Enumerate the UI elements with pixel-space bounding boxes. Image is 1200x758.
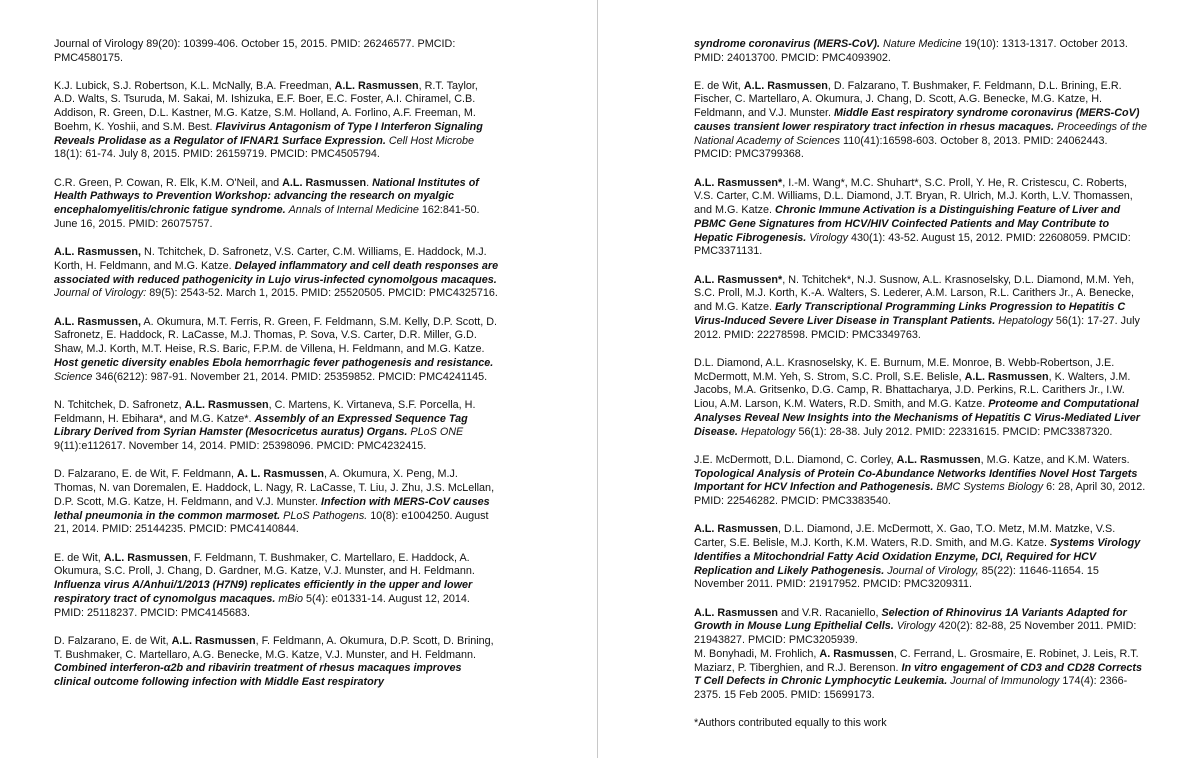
authors-before: K.J. Lubick, S.J. Robertson, K.L. McNally, B.A. Freedman, <box>54 79 335 92</box>
authors-before: E. de Wit, <box>54 551 104 564</box>
reference-entry <box>694 523 1148 592</box>
authors-after: . <box>366 176 373 189</box>
highlighted-author: A. Rasmussen <box>819 647 894 660</box>
reference-entry <box>694 357 1148 440</box>
authors-after: , R.T. Taylor, A.D. Walts, S. Tsuruda, M. Sakai, M. Ishizuka, E.F. Boer, E.C. Foster, A.I. Chiramel, C.B. Addison, R. Green, D.L. Kastner, M.G. Katze, S.M. Holland, A. Forlino, A.F. Freeman, M. Boehm, K. Yoshii, and S.M. Best. <box>54 79 478 133</box>
citation-details: 56(1): 28-38. July 2012. PMID: 22331615. PMCID: PMC3387320. <box>795 425 1113 438</box>
reference-entry <box>54 399 499 454</box>
reference-entry <box>694 177 1148 260</box>
highlighted-author: A.L. Rasmussen <box>694 606 779 619</box>
article-title: In vitro engagement of CD3 and CD28 Corrects T Cell Defects in Chronic Lymphocytic Leukemia. <box>694 661 1143 688</box>
article-title: Flavivirus Antagonism of Type I Interferon Signaling Reveals Prolidase as a Regulator of IFNAR1 Surface Expression. <box>54 120 483 147</box>
journal-name: Journal of Virology: <box>54 287 147 300</box>
authors-before: D. Falzarano, E. de Wit, F. Feldmann, <box>54 468 238 481</box>
authors-after: , D. Falzarano, T. Bushmaker, F. Feldmann, D.L. Brining, E.R. Fischer, C. Martellaro, A. Okumura, J. Chang, D. Scott, A.G. Benecke, M.G. Katze, H. Feldmann, and V.J. Munster. <box>694 79 1122 119</box>
authors-after: , F. Feldmann, A. Okumura, D.P. Scott, D. Brining, T. Bushmaker, C. Martellaro, A.G. Benecke, M.G. Katze, V.J. Munster, and H. Feldmann. <box>54 634 494 661</box>
authors-after: , I.-M. Wang*, M.C. Shuhart*, S.C. Proll, Y. He, R. Cristescu, C. Roberts, V.S. Carter, C.M. Williams, D.L. Diamond, J.T. Bryan, R. Ulrich, M.J. Korth, L.V. Thomassen, and M.G. Katze. <box>694 176 1133 216</box>
article-title: Chronic Immune Activation is a Distinguishing Feature of Liver and PBMC Gene Signatures from HCV/HIV Coinfected Patients and May Contribute to Hepatic Fibrogenesis. <box>694 204 1121 244</box>
authors-after: A. Okumura, M.T. Ferris, R. Green, F. Feldmann, S.M. Kelly, D.P. Scott, D. Safronetz, E. Haddock, R. LaCasse, M.J. Thomas, P. Sova, V.S. Carter, D.R. Miller, G.D. Shaw, M.J. Korth, M.T. Heise, R.S. Baric, F.P.M. de Villena, H. Feldmann, and M.G. Katze. <box>54 315 498 355</box>
reference-entry <box>694 80 1148 163</box>
article-title: Systems Virology Identifies a Mitochondrial Fatty Acid Oxidation Enzyme, DCI, Required for HCV Replication and Likely Pathogenesis. <box>694 537 1141 577</box>
highlighted-author: A.L. Rasmussen* <box>694 273 783 286</box>
journal-name: Hepatology <box>740 425 796 438</box>
journal-name: Annals of Internal Medicine <box>288 204 419 216</box>
authors-before: C.R. Green, P. Cowan, R. Elk, K.M. O'Neil, and <box>54 176 283 189</box>
article-title: Influenza virus A/Anhui/1/2013 (H7N9) replicates efficiently in the upper and lower respiratory tract of cynomolgus macaques. <box>54 579 473 605</box>
highlighted-author: A.L. Rasmussen <box>184 398 269 411</box>
citation-details: 5(4): e01331-14. August 12, 2014. PMID: 25118237. PMCID: PMC4145683. <box>54 592 470 619</box>
authors-before: J.E. McDermott, D.L. Diamond, C. Corley, <box>694 453 897 466</box>
journal-name: BMC Systems Biology <box>936 481 1044 494</box>
citation-details: 89(5): 2543-52. March 1, 2015. PMID: 25520505. PMCID: PMC4325716. <box>146 287 498 300</box>
reference-entry <box>54 316 499 385</box>
highlighted-author: A.L. Rasmussen <box>964 370 1049 383</box>
highlighted-author: A.L. Rasmussen, <box>54 315 142 328</box>
highlighted-author: A. L. Rasmussen <box>237 468 325 481</box>
highlighted-author: A.L. Rasmussen, <box>54 246 142 258</box>
article-title: National Institutes of Health Pathways to Prevention Workshop: advancing the research on myalgic encephalomyelitis/chronic fatigue syndrome. <box>54 176 479 216</box>
citation-details: 9(11):e112617. November 14, 2014. PMID: 25398096. PMCID: PMC4232415. <box>54 440 427 452</box>
authors-before: N. Tchitchek, D. Safronetz, <box>54 398 185 411</box>
journal-name: Journal of Immunology <box>950 675 1060 688</box>
authors-after: and V.R. Racaniello, <box>778 606 882 619</box>
citation-details: 110(41):16598-603. October 8, 2013. PMID: 24062443. PMCID: PMC3799368. <box>694 134 1108 161</box>
authors-after: , D.L. Diamond, J.E. McDermott, X. Gao, T.O. Metz, M.M. Matzke, V.S. Carter, S.E. Belisle, M.J. Korth, K.M. Waters, R.D. Smith, and M.G. Katze. <box>694 523 1116 549</box>
article-title: syndrome coronavirus (MERS-CoV). <box>694 38 880 50</box>
highlighted-author: A.L. Rasmussen <box>103 551 188 564</box>
authors-after: , F. Feldmann, T. Bushmaker, C. Martellaro, E. Haddock, A. Okumura, S.C. Proll, J. Chang, D. Gardner, M.G. Katze, V.J. Munster, and H. Feldmann. <box>54 551 475 578</box>
authors-after: , M.G. Katze, and K.M. Waters. <box>980 453 1130 466</box>
authors-before: D.L. Diamond, A.L. Krasnoselsky, K. E. Burnum, M.E. Monroe, B. Webb-Robertson, J.E. McDermott, M.M. Yeh, S. Strom, S.C. Proll, S.E. Belisle, <box>694 356 1115 383</box>
reference-entry <box>54 635 499 690</box>
journal-name: Virology <box>809 231 849 244</box>
article-title: Assembly of an Expressed Sequence Tag Library Derived from Syrian Hamster (Mesocricetus auratus) Organs. <box>54 412 468 439</box>
authors-before: E. de Wit, <box>694 79 744 92</box>
left-column <box>54 38 499 704</box>
journal-name: Virology <box>896 620 936 633</box>
article-title: Early Transcriptional Programming Links Progression to Hepatitis C Virus-Induced Severe Liver Disease in Transplant Patients. <box>694 301 1126 327</box>
highlighted-author: A.L. Rasmussen <box>896 453 981 466</box>
citation-details: 56(1): 17-27. July 2012. PMID: 22278598. PMCID: PMC3349763. <box>694 314 1140 341</box>
citation-details: 346(6212): 987-91. November 21, 2014. PMID: 25359852. PMCID: PMC4241145. <box>92 370 488 383</box>
authors-after: N. Tchitchek, D. Safronetz, V.S. Carter, C.M. Williams, E. Haddock, M.J. Korth, H. Feldmann, and M.G. Katze. <box>54 246 487 272</box>
reference-entry <box>54 468 499 537</box>
journal-name: Proceedings of the National Academy of Sciences <box>694 120 1148 147</box>
journal-name: Nature Medicine <box>882 38 962 50</box>
reference-entry <box>694 607 1148 648</box>
highlighted-author: A.L. Rasmussen <box>694 523 779 536</box>
authors-after: , C. Ferrand, L. Grosmaire, E. Robinet, J. Leis, R.T. Maziarz, P. Tiberghien, and R.J. Berenson. <box>694 647 1139 674</box>
journal-name: Cell Host Microbe <box>388 134 475 147</box>
reference-entry <box>54 246 499 301</box>
journal-name: PLoS ONE <box>410 426 464 439</box>
article-title: Host genetic diversity enables Ebola hemorrhagic fever pathogenesis and resistance. <box>54 356 494 369</box>
citation-details: 420(2): 82-88, 25 November 2011. PMID: 21943827. PMCID: PMC3205939. <box>694 620 1137 646</box>
highlighted-author: A.L. Rasmussen* <box>694 176 783 189</box>
highlighted-author: A.L. Rasmussen <box>334 79 419 92</box>
reference-entry <box>54 177 499 232</box>
footnote: *Authors contributed equally to this work <box>694 717 887 730</box>
journal-name: PLoS Pathogens. <box>283 509 368 522</box>
reference-entry <box>694 274 1148 343</box>
citation-details: 430(1): 43-52. August 15, 2012. PMID: 22608059. PMCID: PMC3371131. <box>694 231 1131 258</box>
highlighted-author: A.L. Rasmussen <box>171 634 256 647</box>
article-title: Delayed inflammatory and cell death responses are associated with reduced pathogenicity in Lujo virus-infected cynomolgous macaques. <box>54 259 499 286</box>
article-title: Infection with MERS-CoV causes lethal pneumonia in the common marmoset. <box>54 495 490 522</box>
journal-name: Journal of Virology, <box>887 564 979 577</box>
citation-details: 85(22): 11646-11654. 15 November 2011. PMID: 21917952. PMCID: PMC3209311. <box>694 564 1099 591</box>
right-column <box>694 38 1148 742</box>
authors-after: , A. Okumura, X. Peng, M.J. Thomas, N. van Doremalen, E. Haddock, L. Nagy, R. LaCasse, T. Liu, J. Zhu, J.S. McLellan, D.P. Scott, M.G. Katze, H. Feldmann, and V.J. Munster. <box>54 468 495 508</box>
article-title: Proteome and Computational Analyses Reveal New Insights into the Mechanisms of Hepatitis C Virus-Mediated Liver Disease. <box>694 398 1140 438</box>
reference-entry <box>694 648 1148 703</box>
citation-details: 6: 28, April 30, 2012. PMID: 22546282. PMCID: PMC3383540. <box>694 481 1146 507</box>
reference-entry <box>54 80 499 163</box>
article-title: Middle East respiratory syndrome coronavirus (MERS-CoV) causes transient lower respiratory tract infection in rhesus macaques. <box>694 107 1140 133</box>
authors-before: D. Falzarano, E. de Wit, <box>54 634 172 647</box>
authors-after: , C. Martens, K. Virtaneva, S.F. Porcella, H. Feldmann, H. Ebihara*, and M.G. Katze*. <box>54 398 476 425</box>
citation-details: 174(4): 2366-2375. 15 Feb 2005. PMID: 15699173. <box>694 675 1128 701</box>
journal-name: Science <box>54 370 93 383</box>
citation-details: 162:841-50. June 16, 2015. PMID: 26075757. <box>54 204 480 230</box>
authors-before: M. Bonyhadi, M. Frohlich, <box>694 647 820 660</box>
journal-name: mBio <box>278 592 304 605</box>
reference-entry <box>54 552 499 621</box>
article-title: Combined interferon-α2b and ribavirin treatment of rhesus macaques improves clinical outcome following infection with Middle East respiratory <box>54 662 462 688</box>
citation-details: 19(10): 1313-1317. October 2013. PMID: 24013700. PMCID: PMC4093902. <box>694 38 1128 64</box>
reference-entry <box>694 38 1148 66</box>
highlighted-author: A.L. Rasmussen <box>743 79 828 92</box>
reference-entry <box>694 454 1148 509</box>
citation-details: 18(1): 61-74. July 8, 2015. PMID: 26159719. PMCID: PMC4505794. <box>54 148 380 161</box>
authors-after: , K. Walters, J.M. Jacobs, M.A. Gritsenko, D.G. Camp, R. Bhattacharya, J.D. Perkins, R.L. Carithers Jr., I.W. Liou, A.M. Larson, K.M. Waters, R.D. Smith, and M.G. Katze. <box>694 370 1131 410</box>
article-title: Selection of Rhinovirus 1A Variants Adapted for Growth in Mouse Lung Epithelial Cells. <box>694 606 1127 633</box>
authors-after: , N. Tchitchek*, N.J. Susnow, A.L. Krasnoselsky, D.L. Diamond, M.M. Yeh, S.C. Proll, M.J. Korth, K.-A. Walters, S. Lederer, A.M. Larson, R.L. Carithers Jr., A. Benecke, and M.G. Katze. <box>694 273 1135 313</box>
page-divider <box>597 0 598 758</box>
journal-name: Hepatology <box>998 314 1053 327</box>
article-title: Topological Analysis of Protein Co-Abundance Networks Identifies Novel Host Targets Important for HCV Infection and Pathogenesis. <box>694 467 1138 494</box>
citation-details: 10(8): e1004250. August 21, 2014. PMID: 25144235. PMCID: PMC4140844. <box>54 509 489 536</box>
highlighted-author: A.L. Rasmussen <box>282 176 367 189</box>
reference-entry: Journal of Virology 89(20): 10399-406. October 15, 2015. PMID: 26246577. PMCID: PMC4580175. <box>54 38 456 64</box>
